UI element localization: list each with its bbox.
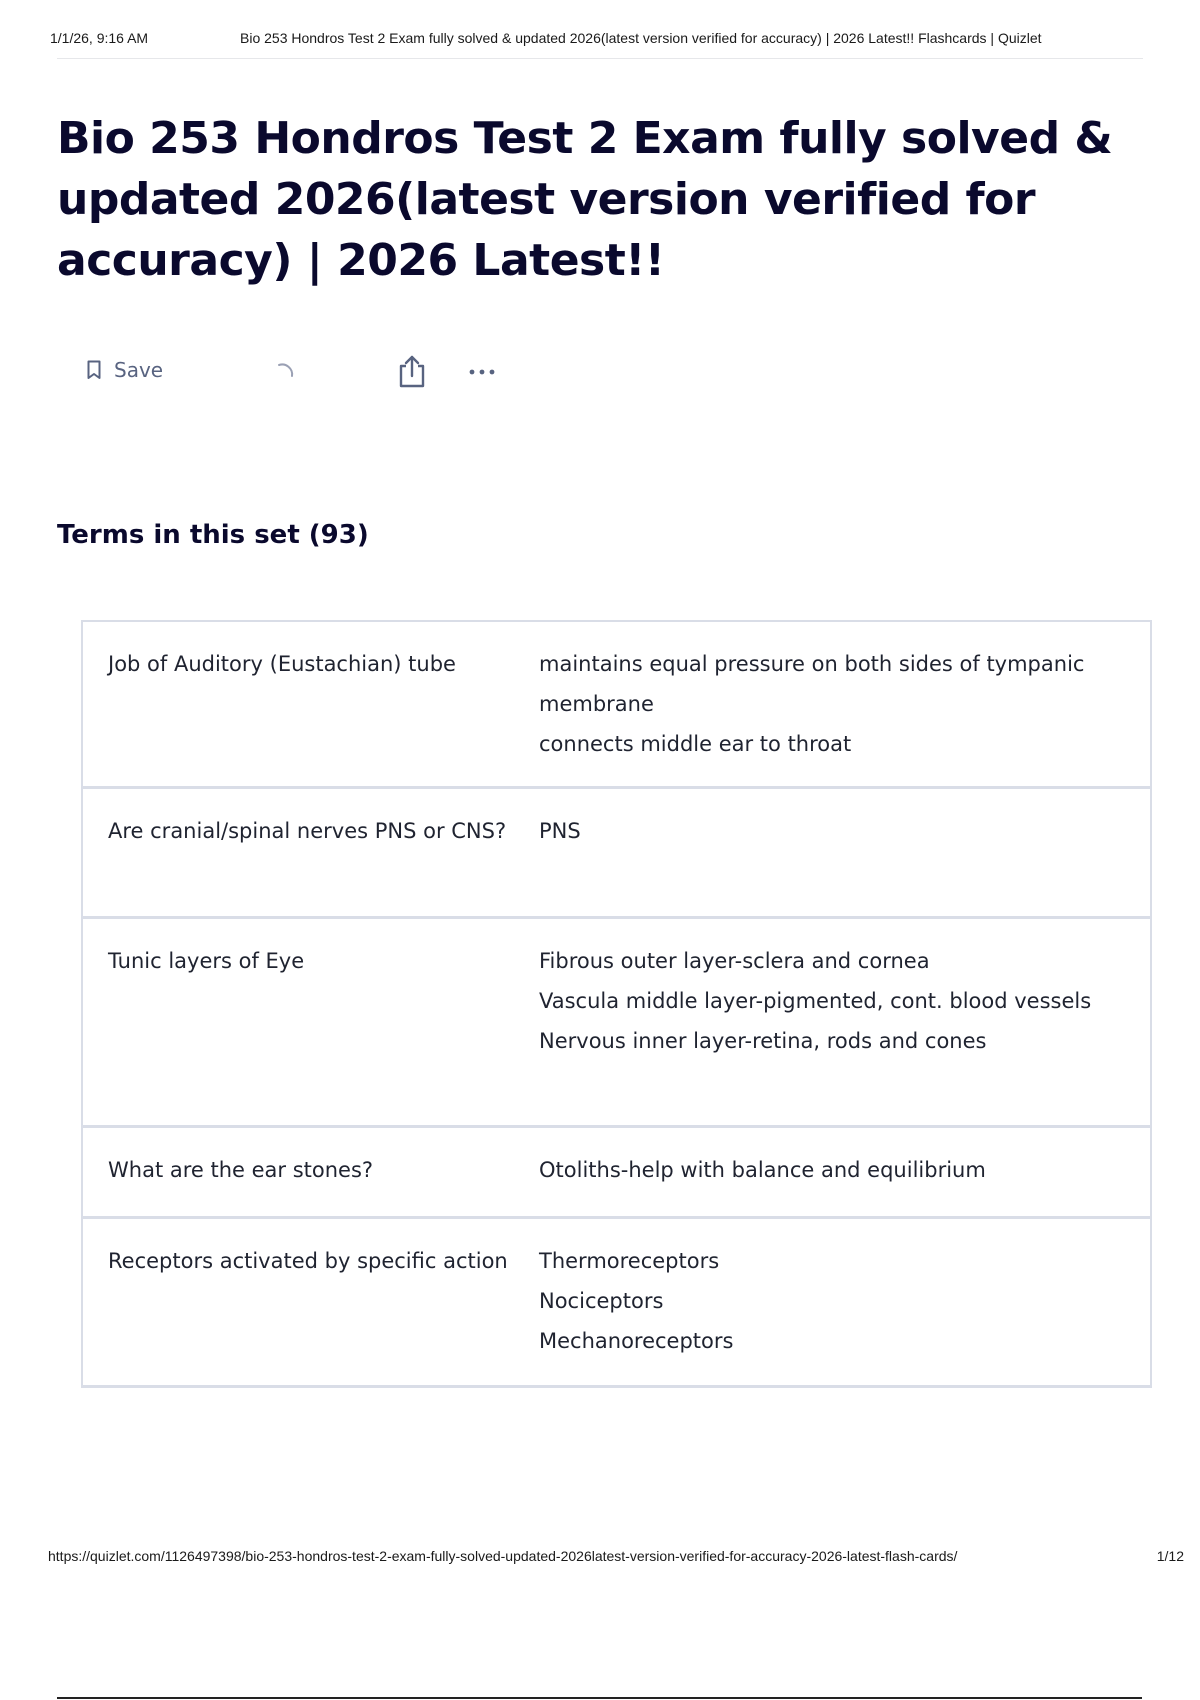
header-divider <box>57 58 1143 59</box>
term-text: Receptors activated by specific action <box>108 1249 508 1273</box>
term-row[interactable] <box>83 622 1150 789</box>
definition-text <box>539 1128 1150 1216</box>
print-footer <box>48 1548 1184 1568</box>
loading-spinner-icon <box>273 360 297 384</box>
term-row[interactable] <box>83 789 1150 919</box>
term-row[interactable] <box>83 1128 1150 1219</box>
more-icon[interactable] <box>467 360 497 384</box>
definition-line: PNS <box>539 819 581 843</box>
definition-line: Nociceptors <box>539 1289 664 1313</box>
definition-line: Vascula middle layer-pigmented, cont. blood vessels <box>539 989 1092 1013</box>
definition-text <box>539 622 1150 786</box>
definition-line: Fibrous outer layer-sclera and cornea <box>539 949 930 973</box>
terms-section-heading: Terms in this set (93) <box>57 520 369 550</box>
page-title: Bio 253 Hondros Test 2 Exam fully solved & updated 2026(latest version verified for accuracy) | 2026 Latest!! <box>57 113 1113 286</box>
definition-text <box>539 919 1150 1125</box>
term-text: Tunic layers of Eye <box>108 949 305 973</box>
print-url: https://quizlet.com/1126497398/bio-253-hondros-test-2-exam-fully-solved-updated-2026latest-version-verified-for-accuracy-2026-latest-flash-cards/ <box>48 1548 958 1564</box>
print-document-title: Bio 253 Hondros Test 2 Exam fully solved & updated 2026(latest version verified for accuracy) | 2026 Latest!! Flashcards | Quizlet <box>240 30 1042 46</box>
definition-text <box>539 1219 1150 1385</box>
bookmark-icon <box>86 360 102 380</box>
terms-list <box>81 620 1152 1388</box>
term-text: Are cranial/spinal nerves PNS or CNS? <box>108 819 507 843</box>
term-text: Job of Auditory (Eustachian) tube <box>108 652 456 676</box>
definition-line: connects middle ear to throat <box>539 732 852 756</box>
print-page-number: 1/12 <box>1156 1548 1184 1564</box>
set-toolbar <box>86 352 526 392</box>
save-button[interactable] <box>86 358 163 382</box>
save-button-label: Save <box>114 358 164 382</box>
term-row[interactable] <box>83 919 1150 1128</box>
definition-line: maintains equal pressure on both sides of tympanic membrane <box>539 652 1085 716</box>
definition-line: Thermoreceptors <box>539 1249 720 1273</box>
definition-line: Nervous inner layer-retina, rods and cones <box>539 1029 987 1053</box>
definition-line: Mechanoreceptors <box>539 1329 734 1353</box>
definition-line: Otoliths-help with balance and equilibrium <box>539 1158 986 1182</box>
share-icon[interactable] <box>397 354 427 388</box>
print-header <box>50 30 1164 50</box>
definition-text <box>539 789 1150 916</box>
print-datetime: 1/1/26, 9:16 AM <box>50 30 149 46</box>
term-row[interactable] <box>83 1219 1150 1388</box>
term-text: What are the ear stones? <box>108 1158 374 1182</box>
page-bottom-divider <box>57 1697 1142 1699</box>
